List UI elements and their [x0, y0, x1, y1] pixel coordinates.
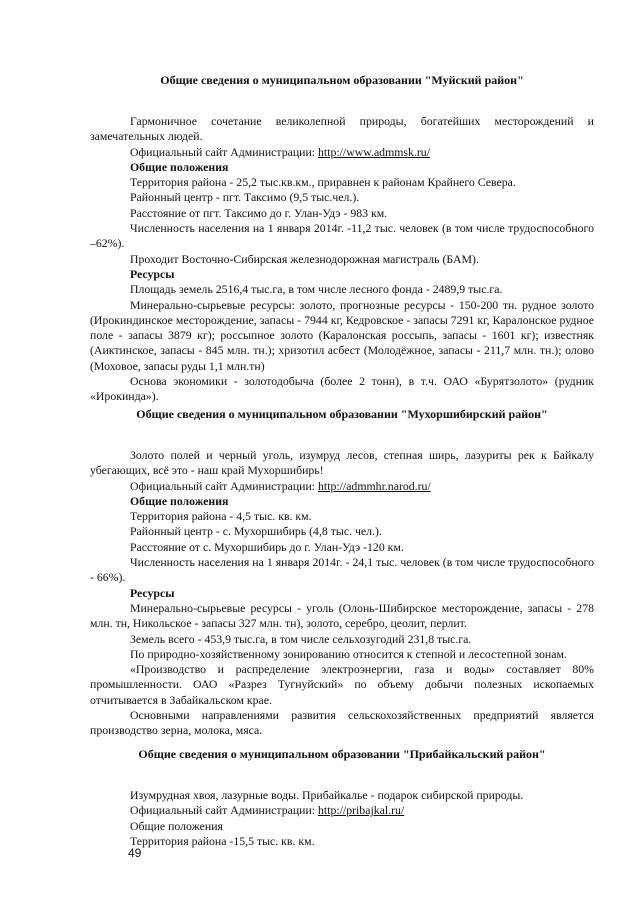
resources-heading: Ресурсы	[130, 266, 175, 281]
official-site-label: Официальный сайт Администрации:	[130, 478, 319, 493]
resources-item: Площадь земель 2516,4 тыс.га, в том числе лесного фонда - 2489,9 тыс.га.	[130, 282, 503, 297]
resources-item: Основа экономики - золотодобыча (более 2 тонн), в т.ч. ОАО «Бурятзолото» (рудник «Ирокинда»).	[90, 374, 594, 404]
general-item: Территория района -15,5 тыс. кв. км.	[130, 833, 315, 848]
general-item: Расстояние от пгт. Таксимо до г. Улан-Удэ - 983 км.	[130, 205, 388, 220]
general-item: Проходит Восточно-Сибирская железнодорожная магистраль (БАМ).	[130, 251, 479, 266]
official-site-link[interactable]: http://pribajkal.ru/	[318, 803, 405, 818]
resources-item: Минерально-сырьевые ресурсы: золото, прогнозные ресурсы - 150-200 тн. рудное золото (Ирокиндинское месторождение, запасы - 7944 кг, Кедровское - запасы 7291 кг, Каралонское рудное поле - запасы 3879 кг); россыпное золото (Каралонская россыпь, запасы - 1601 кг); известняк (Аиктинское, запасы - 845 млн. тн.); хризотил асбест (Молодёжное, запасы - 211,7 млн. тн.); олово (Моховое, запасы руды 1,1 млн.тн)	[90, 297, 594, 373]
section-title: Общие сведения о муниципальном образовании "Мухоршибирский район"	[136, 407, 548, 421]
page-number: 49	[128, 846, 142, 860]
general-item: Районный центр - с. Мухоршибирь (4,8 тыс. чел.).	[130, 524, 382, 539]
official-site-line	[90, 803, 594, 818]
resources-item: «Производство и распределение электроэнергии, газа и воды» составляет 80% промышленности. ОАО «Разрез Тугнуйский» по объему добычи полезных ископаемых отчитывается в Забайкальском крае.	[90, 662, 594, 707]
general-heading: Общие положения	[130, 159, 229, 174]
official-site-label: Официальный сайт Администрации:	[130, 144, 319, 159]
resources-heading: Ресурсы	[130, 585, 175, 600]
official-site-line	[90, 145, 594, 160]
resources-item: Земель всего - 453,9 тыс.га, в том числе сельхозугодий 231,8 тыс.га.	[130, 631, 472, 646]
official-site-link[interactable]: http://www.admmsk.ru/	[318, 144, 430, 159]
general-item: Расстояние от с. Мухоршибирь до г. Улан-Удэ -120 км.	[130, 539, 404, 554]
resources-item: По природно-хозяйственному зонированию относится к степной и лесостепной зонам.	[130, 646, 567, 661]
section-muya	[90, 73, 594, 405]
resources-item: Минерально-сырьевые ресурсы - уголь (Олонь-Шибирское месторождение, запасы - 278 млн. тн, Никольское - запасы 327 млн. тн), золото, серебро, цеолит, перлит.	[90, 600, 594, 631]
general-item: Численность населения на 1 января 2014г. -11,2 тыс. человек (в том числе трудоспособного –62%).	[90, 221, 594, 251]
section-mukhorshibir	[90, 407, 594, 739]
intro-paragraph: Изумрудная хвоя, лазурные воды. Прибайкалье - подарок сибирской природы.	[130, 788, 524, 802]
section-title: Общие сведения о муниципальном образовании "Прибайкальский район"	[138, 747, 546, 761]
official-site-link[interactable]: http://admmhr.narod.ru/	[318, 478, 431, 493]
general-heading: Общие положения	[130, 818, 223, 833]
section-pribaikal	[90, 747, 594, 849]
official-site-label: Официальный сайт Администрации:	[130, 803, 319, 818]
intro-paragraph: Гармоничное сочетание великолепной природы, богатейших месторождений и замечательных людей.	[90, 114, 594, 144]
general-item: Территория района - 25,2 тыс.кв.км., приравнен к районам Крайнего Севера.	[130, 175, 516, 190]
general-item: Районный центр - пгт. Таксимо (9,5 тыс.чел.).	[130, 190, 360, 205]
official-site-line	[90, 479, 594, 494]
resources-item: Основными направлениями развития сельскохозяйственных предприятий является производство зерна, молока, мяса.	[90, 708, 594, 738]
section-title: Общие сведения о муниципальном образовании "Муйский район"	[160, 73, 524, 87]
general-heading: Общие положения	[130, 493, 229, 508]
general-item: Численность населения на 1 января 2014г. - 24,1 тыс. человек (в том числе трудоспособного - 66%).	[90, 555, 594, 585]
general-item: Территория района - 4,5 тыс. кв. км.	[130, 509, 312, 524]
intro-paragraph: Золото полей и черный уголь, изумруд лесов, степная ширь, лазуриты рек к Байкалу убегающих, всё это - наш край Мухоршибирь!	[90, 448, 594, 478]
